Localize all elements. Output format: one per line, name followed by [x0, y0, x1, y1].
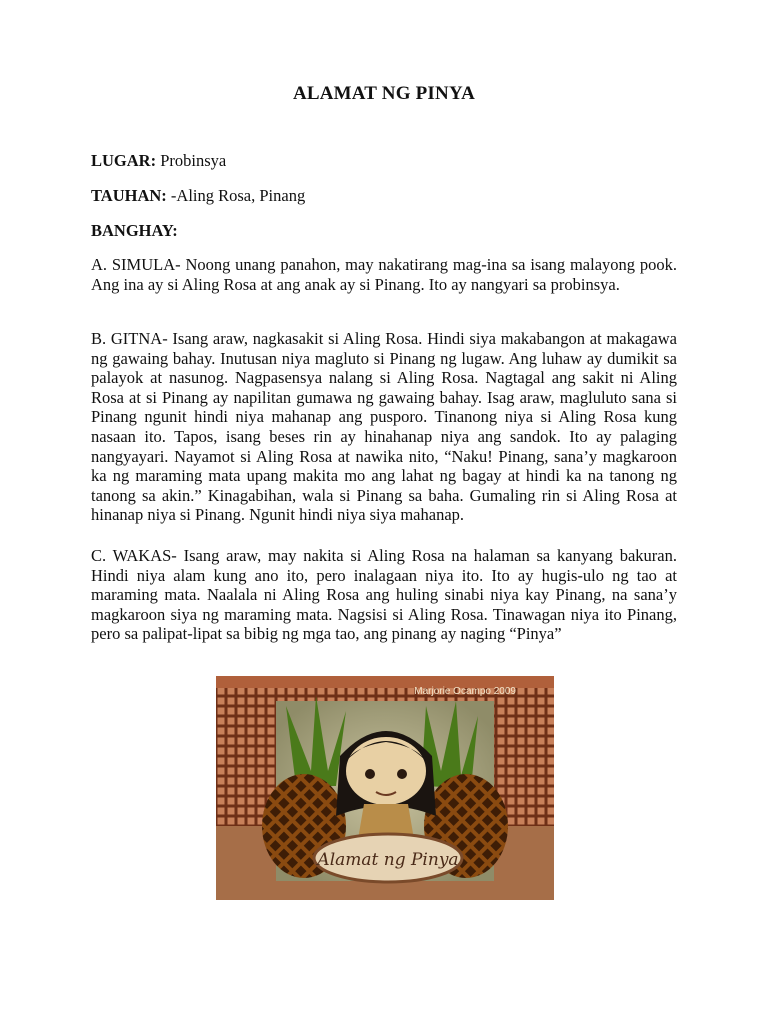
tauhan-value: -Aling Rosa, Pinang	[170, 186, 306, 205]
banghay-line	[91, 221, 178, 241]
wakas-paragraph: C. WAKAS- Isang araw, may nakita si Aling Rosa na halaman sa kanyang bakuran. Hindi niya alam kung ano ito, pero inalagaan niya ito. Ito ay hugis-ulo ng tao at maraming mata. Naalala ni Aling Rosa ang huling sinabi niya kay Pinang, na sana’y magkaroon siya ng maraming mata. Nagsisi si Aling Rosa. Tinawagan niya ito Pinang, pero sa palipat-lipat sa bibig ng mga tao, ang pinang ay naging “Pinya”	[91, 546, 677, 644]
lugar-line	[91, 151, 226, 171]
tauhan-label: TAUHAN:	[91, 186, 167, 205]
plaque-caption: Alamat ng Pinya	[317, 850, 459, 870]
title-plaque	[314, 834, 462, 882]
gitna-paragraph: B. GITNA- Isang araw, nagkasakit si Aling Rosa. Hindi siya makabangon at makagawa ng gawaing bahay. Inutusan niya magluto si Pinang ng lugaw. Ang luhaw ay dumikit sa palayok at nasunog. Nagpasensya nalang si Aling Rosa. Nagtagal ang sakit ni Aling Rosa at si Pinang ay napilitan gumawa ng gawaing bahay. Isag araw, magluluto sana si Pinang ngunit hindi niya mahanap ang pusporo. Tinanong niya si Aling Rosa kung nasaan ito. Tapos, isang beses rin ay hinahanap niya ang sandok. Ito ay palaging nangyayari. Nayamot si Aling Rosa at nawika nito, “Naku! Pinang, sana’y magkaroon ka ng maraming mata upang makita mo ang lahat ng bagay at hindi ka na tanong ng tanong sa akin.” Kinagabihan, wala si Pinang sa baha. Gumaling rin si Aling Rosa at hinanap niya si Pinang. Ngunit hindi niya siya mahanap.	[91, 329, 677, 525]
document-title: ALAMAT NG PINYA	[292, 83, 476, 104]
story-illustration	[216, 676, 554, 900]
simula-paragraph: A. SIMULA- Noong unang panahon, may nakatirang mag-ina sa isang malayong pook. Ang ina ay si Aling Rosa at ang anak ay si Pinang. Ito ay nangyari sa probinsya.	[91, 255, 677, 294]
lugar-value: Probinsya	[160, 151, 227, 170]
banghay-label: BANGHAY:	[91, 221, 178, 240]
artist-credit: Marjorie Ocampo 2009	[414, 686, 516, 697]
lugar-label: LUGAR:	[91, 151, 157, 170]
tauhan-line	[91, 186, 305, 206]
